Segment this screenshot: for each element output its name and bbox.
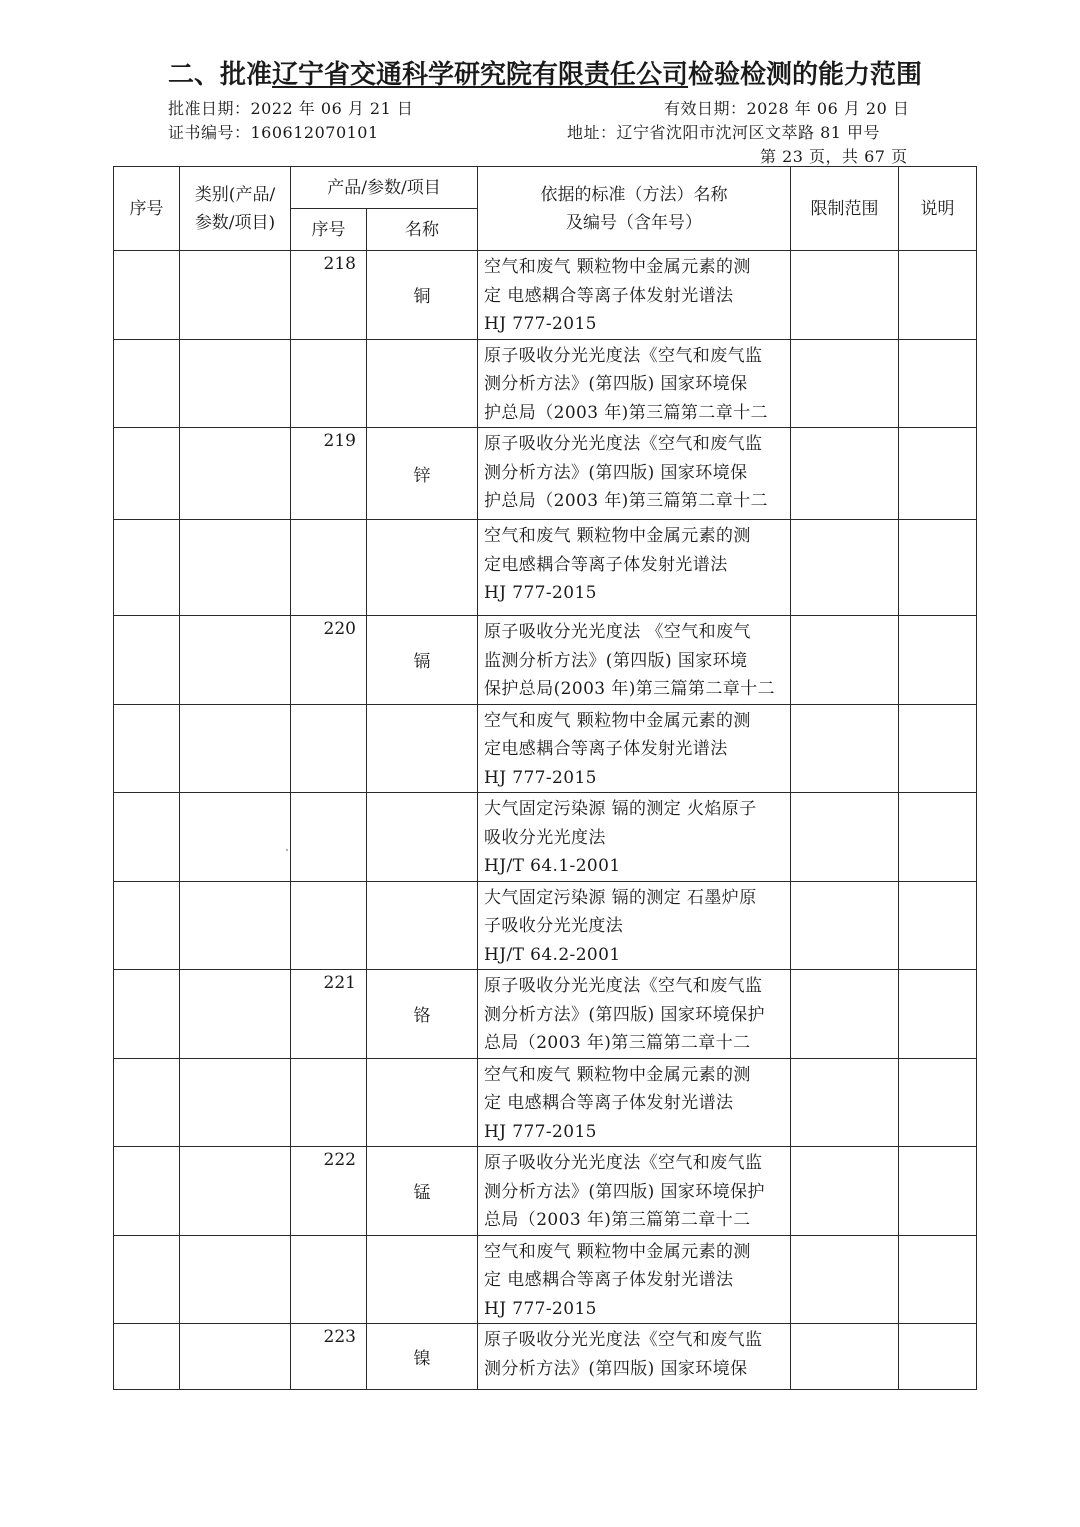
- header-sub-name: 名称: [367, 209, 478, 251]
- cell-limit: [791, 616, 899, 705]
- cell-standard: 大气固定污染源 镉的测定 石墨炉原 子吸收分光光度法 HJ/T 64.2-2001: [478, 881, 791, 970]
- cell-item-name: 锌: [367, 428, 478, 520]
- cell-standard: 大气固定污染源 镉的测定 火焰原子 吸收分光光度法 HJ/T 64.1-2001: [478, 793, 791, 882]
- cell-limit: [791, 1058, 899, 1147]
- cell-limit: [791, 520, 899, 616]
- cell-note: [899, 251, 977, 340]
- cell-note: [899, 704, 977, 793]
- cell-item-name: [367, 339, 478, 428]
- cell-item-number: [291, 520, 367, 616]
- cell-standard: 空气和废气 颗粒物中金属元素的测 定电感耦合等离子体发射光谱法 HJ 777-2015: [478, 520, 791, 616]
- cell-category: [180, 704, 291, 793]
- table-row: [114, 339, 977, 428]
- cell-standard: 空气和废气 颗粒物中金属元素的测 定电感耦合等离子体发射光谱法 HJ 777-2015: [478, 704, 791, 793]
- cell-seq: [114, 704, 180, 793]
- cell-seq: [114, 1058, 180, 1147]
- cell-limit: [791, 1235, 899, 1324]
- cell-standard: 原子吸收分光光度法《空气和废气监 测分析方法》(第四版) 国家环境保: [478, 1324, 791, 1390]
- cell-category: [180, 251, 291, 340]
- table-row: [114, 881, 977, 970]
- cell-item-name: [367, 704, 478, 793]
- capability-table: [113, 166, 977, 1390]
- page-number: 第 23 页，共 67 页: [760, 147, 908, 166]
- table-row: [114, 1147, 977, 1236]
- title-organization: 辽宁省交通科学研究院有限责任公司: [272, 60, 689, 90]
- cell-item-number: [291, 704, 367, 793]
- cell-category: [180, 339, 291, 428]
- header-product-group: 产品/参数/项目: [291, 167, 478, 209]
- cell-standard: 空气和废气 颗粒物中金属元素的测 定 电感耦合等离子体发射光谱法 HJ 777-2015: [478, 1235, 791, 1324]
- cell-item-number: 221: [291, 970, 367, 1059]
- certificate-number: 证书编号：160612070101: [168, 123, 379, 142]
- cell-note: [899, 428, 977, 520]
- scan-speck: [286, 849, 288, 851]
- cell-item-number: 219: [291, 428, 367, 520]
- cell-category: [180, 616, 291, 705]
- table-row: [114, 704, 977, 793]
- cell-seq: [114, 881, 180, 970]
- cell-category: [180, 793, 291, 882]
- cell-note: [899, 339, 977, 428]
- table-row: [114, 520, 977, 616]
- cell-note: [899, 881, 977, 970]
- cell-item-number: [291, 793, 367, 882]
- cell-seq: [114, 1324, 180, 1390]
- cell-item-name: [367, 520, 478, 616]
- cell-category: [180, 1058, 291, 1147]
- address: 地址：辽宁省沈阳市沈河区文萃路 81 甲号: [567, 123, 881, 142]
- table-row: [114, 970, 977, 1059]
- cell-seq: [114, 428, 180, 520]
- cell-seq: [114, 616, 180, 705]
- table-row: [114, 793, 977, 882]
- table-row: [114, 251, 977, 340]
- cell-standard: 空气和废气 颗粒物中金属元素的测 定 电感耦合等离子体发射光谱法 HJ 777-2015: [478, 1058, 791, 1147]
- cell-item-number: [291, 1058, 367, 1147]
- title-prefix: 二、批准: [168, 60, 273, 90]
- cell-limit: [791, 1147, 899, 1236]
- cell-item-name: 镉: [367, 616, 478, 705]
- table-row: [114, 616, 977, 705]
- cell-item-name: [367, 881, 478, 970]
- cell-category: [180, 520, 291, 616]
- cell-category: [180, 970, 291, 1059]
- cell-item-name: 锰: [367, 1147, 478, 1236]
- cell-item-name: [367, 793, 478, 882]
- cell-limit: [791, 704, 899, 793]
- cell-note: [899, 1058, 977, 1147]
- cell-seq: [114, 970, 180, 1059]
- cell-item-name: 铜: [367, 251, 478, 340]
- cell-item-number: [291, 881, 367, 970]
- cell-item-number: 220: [291, 616, 367, 705]
- cell-limit: [791, 970, 899, 1059]
- cell-seq: [114, 251, 180, 340]
- cell-standard: 原子吸收分光光度法《空气和废气监 测分析方法》(第四版) 国家环境保 护总局（2003 年)第三篇第二章十二: [478, 428, 791, 520]
- cell-seq: [114, 1235, 180, 1324]
- cell-standard: 原子吸收分光光度法《空气和废气监 测分析方法》(第四版) 国家环境保护 总局（2003 年)第三篇第二章十二: [478, 1147, 791, 1236]
- cell-note: [899, 1324, 977, 1390]
- table-row: [114, 428, 977, 520]
- cell-item-number: 223: [291, 1324, 367, 1390]
- cell-standard: 空气和废气 颗粒物中金属元素的测 定 电感耦合等离子体发射光谱法 HJ 777-2015: [478, 251, 791, 340]
- cell-note: [899, 1235, 977, 1324]
- cell-limit: [791, 428, 899, 520]
- header-standard: 依据的标准（方法）名称 及编号（含年号）: [478, 167, 791, 251]
- cell-item-number: 218: [291, 251, 367, 340]
- cell-limit: [791, 339, 899, 428]
- header-seq: 序号: [114, 167, 180, 251]
- cell-note: [899, 616, 977, 705]
- cell-note: [899, 520, 977, 616]
- table-row: [114, 1324, 977, 1390]
- table-row: [114, 1058, 977, 1147]
- cell-item-number: [291, 1235, 367, 1324]
- cell-item-name: 铬: [367, 970, 478, 1059]
- cell-category: [180, 428, 291, 520]
- header-sub-seq: 序号: [291, 209, 367, 251]
- cell-standard: 原子吸收分光光度法 《空气和废气 监测分析方法》(第四版) 国家环境 保护总局(2003 年)第三篇第二章十二: [478, 616, 791, 705]
- cell-limit: [791, 793, 899, 882]
- cell-note: [899, 1147, 977, 1236]
- cell-standard: 原子吸收分光光度法《空气和废气监 测分析方法》(第四版) 国家环境保 护总局（2003 年)第三篇第二章十二: [478, 339, 791, 428]
- cell-category: [180, 881, 291, 970]
- page-title: [168, 54, 928, 91]
- cell-item-number: 222: [291, 1147, 367, 1236]
- approval-date: 批准日期：2022 年 06 月 21 日: [168, 99, 414, 118]
- cell-item-name: [367, 1235, 478, 1324]
- cell-category: [180, 1147, 291, 1236]
- cell-note: [899, 970, 977, 1059]
- cell-limit: [791, 251, 899, 340]
- header-category: 类别(产品/ 参数/项目): [180, 167, 291, 251]
- header-note: 说明: [899, 167, 977, 251]
- cell-item-name: 镍: [367, 1324, 478, 1390]
- cell-item-number: [291, 339, 367, 428]
- cell-note: [899, 793, 977, 882]
- cell-limit: [791, 1324, 899, 1390]
- cell-seq: [114, 520, 180, 616]
- cell-item-name: [367, 1058, 478, 1147]
- header-limit: 限制范围: [791, 167, 899, 251]
- valid-date: 有效日期：2028 年 06 月 20 日: [664, 99, 910, 118]
- cell-category: [180, 1324, 291, 1390]
- cell-standard: 原子吸收分光光度法《空气和废气监 测分析方法》(第四版) 国家环境保护 总局（2003 年)第三篇第二章十二: [478, 970, 791, 1059]
- cell-seq: [114, 793, 180, 882]
- cell-limit: [791, 881, 899, 970]
- cell-category: [180, 1235, 291, 1324]
- title-suffix: 检验检测的能力范围: [688, 60, 923, 90]
- cell-seq: [114, 1147, 180, 1236]
- table-row: [114, 1235, 977, 1324]
- cell-seq: [114, 339, 180, 428]
